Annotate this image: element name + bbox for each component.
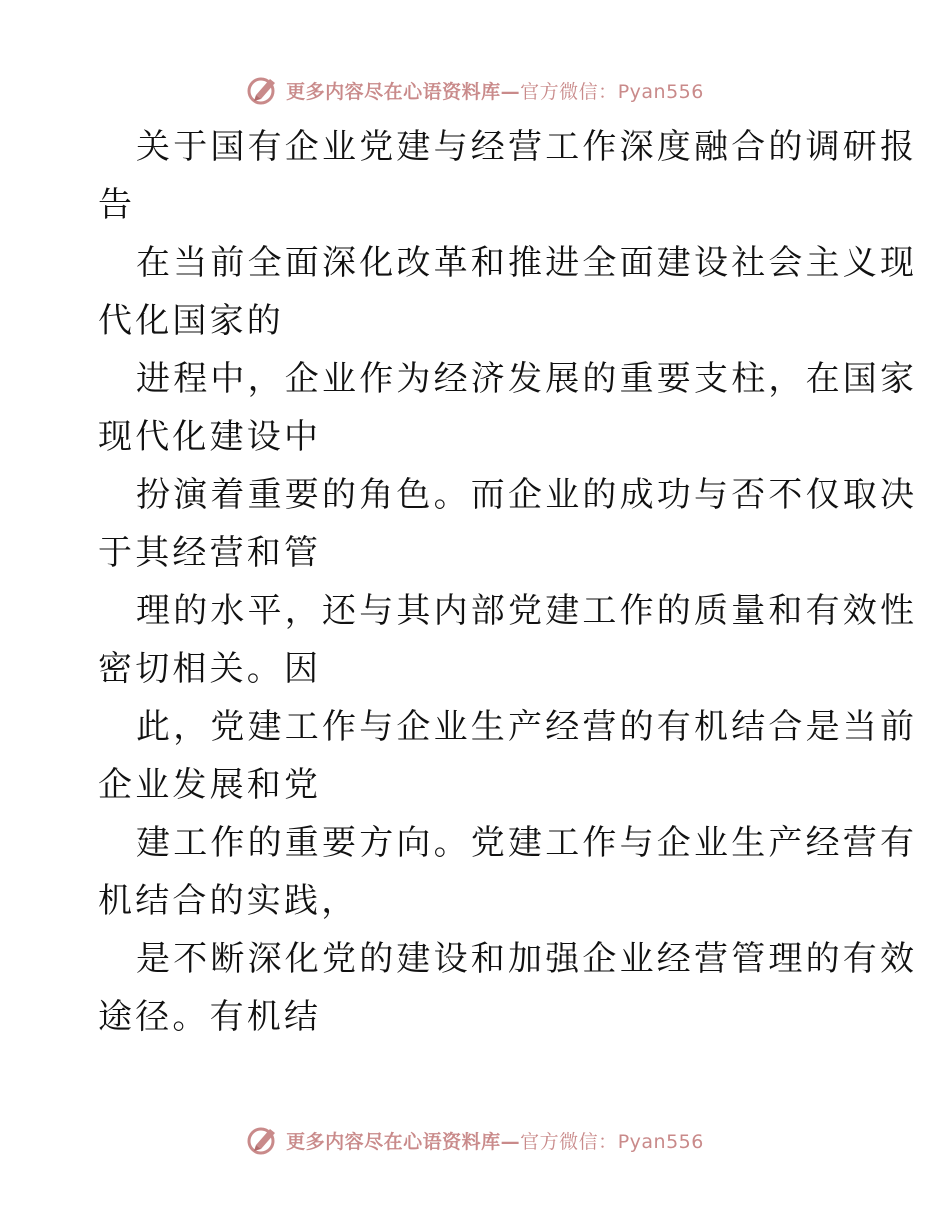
paragraph [98,582,918,698]
paragraph [98,118,918,234]
paragraph-line: 关于国有企业党建与经营工作深度融合的调研报 [136,127,918,167]
paragraph-line: 代化国家的 [98,301,284,341]
paragraph-line: 建工作的重要方向。党建工作与企业生产经营有 [136,823,918,863]
paragraph [98,814,918,930]
pen-logo-icon [246,73,280,107]
paragraph-line: 机结合的实践， [98,881,359,921]
paragraph [98,930,918,1046]
footer-watermark [0,1120,950,1160]
paragraph [98,698,918,814]
paragraph-line: 理的水平，还与其内部党建工作的质量和有效性 [136,591,918,631]
paragraph-line: 扮演着重要的角色。而企业的成功与否不仅取决 [136,475,918,515]
watermark-text: 更多内容尽在心语资料库—官方微信：Pyan556 [286,1130,704,1153]
paragraph-line: 进程中，企业作为经济发展的重要支柱，在国家 [136,359,918,399]
paragraph-line: 企业发展和党 [98,765,322,805]
paragraph-line: 此，党建工作与企业生产经营的有机结合是当前 [136,707,918,747]
paragraph-line: 密切相关。因 [98,649,322,689]
paragraph [98,350,918,466]
document-body [98,118,918,1046]
pen-logo-icon [246,1123,280,1157]
paragraph-line: 途径。有机结 [98,997,322,1037]
paragraph-line: 告 [98,185,136,225]
watermark-text: 更多内容尽在心语资料库—官方微信：Pyan556 [286,80,704,103]
paragraph [98,466,918,582]
paragraph-line: 在当前全面深化改革和推进全面建设社会主义现 [136,243,918,283]
paragraph-line: 于其经营和管 [98,533,322,573]
paragraph-line: 现代化建设中 [98,417,322,457]
paragraph-line: 是不断深化党的建设和加强企业经营管理的有效 [136,939,918,979]
header-watermark [0,70,950,110]
paragraph [98,234,918,350]
